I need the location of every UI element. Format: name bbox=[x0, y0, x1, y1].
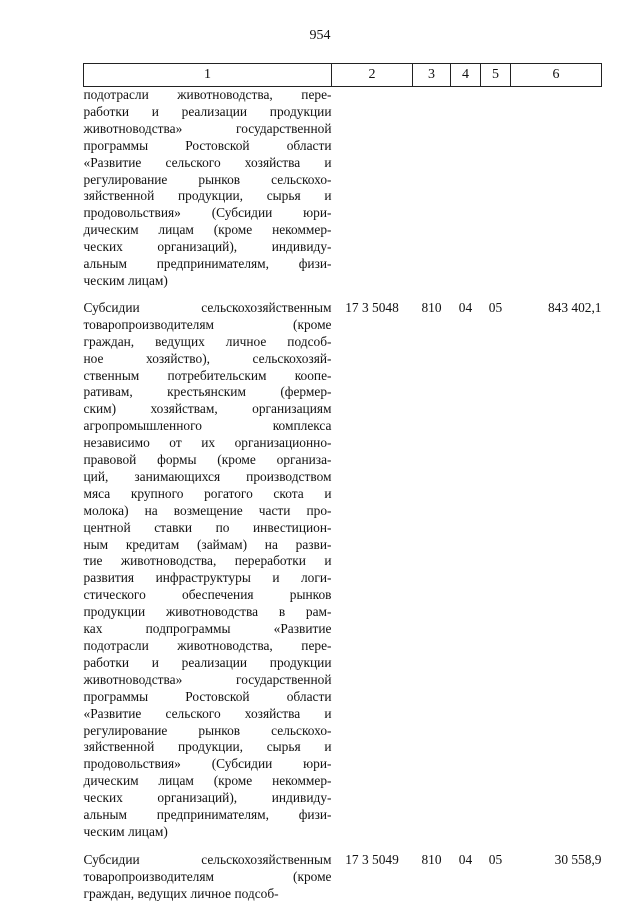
description-line: продовольствия» (Субсидии юри- bbox=[83, 205, 332, 221]
row-subsection: 05 bbox=[488, 299, 503, 315]
row-target-code bbox=[332, 87, 413, 300]
row-target-code: 17 3 5048 bbox=[345, 299, 399, 315]
row-amount bbox=[511, 87, 602, 300]
description-line: стического обеспечения рынков bbox=[83, 587, 332, 603]
description-line: ках подпрограммы «Развитие bbox=[83, 621, 332, 637]
description-line: зяйственной продукции, сырья и bbox=[83, 739, 332, 755]
column-header-3: 3 bbox=[413, 64, 451, 87]
description-line: ное хозяйство), сельскохозяй- bbox=[83, 350, 332, 366]
description-line: правовой формы (кроме организа- bbox=[83, 452, 332, 468]
description-line: подотрасли животноводства, пере- bbox=[83, 87, 332, 102]
description-line: центной ставки по инвестицион- bbox=[83, 519, 332, 535]
row-section: 04 bbox=[458, 851, 473, 867]
row-target-code: 17 3 5049 bbox=[345, 851, 399, 867]
description-line: подотрасли животноводства, пере- bbox=[83, 638, 332, 653]
header-row bbox=[84, 64, 602, 87]
table-header bbox=[84, 64, 602, 87]
description-line: независимо от их организационно- bbox=[83, 435, 332, 451]
description-line: молока) на возмещение части про- bbox=[83, 502, 332, 518]
row-subsection: 05 bbox=[488, 851, 503, 867]
description-line: альным предпринимателям, физи- bbox=[83, 256, 332, 272]
description-line: развития инфраструктуры и логи- bbox=[83, 570, 332, 586]
description-line: работки и реализации продукции bbox=[83, 103, 332, 119]
column-header-2: 2 bbox=[332, 64, 413, 87]
table-row bbox=[84, 852, 602, 914]
description-line: товаропроизводителям (кроме bbox=[83, 868, 332, 884]
description-line: зяйственной продукции, сырья и bbox=[83, 188, 332, 204]
description-line: регулирование рынков сельскохо- bbox=[83, 722, 332, 738]
row-section: 04 bbox=[458, 299, 473, 315]
column-header-4: 4 bbox=[451, 64, 481, 87]
description-line: агропромышленного комплекса bbox=[83, 418, 332, 434]
description-line: ческим лицам) bbox=[83, 272, 168, 288]
description-line: товаропроизводителям (кроме bbox=[83, 316, 332, 332]
description-line: граждан, ведущих личное подсоб- bbox=[83, 333, 332, 349]
description-line: животноводства» государственной bbox=[83, 120, 332, 136]
table-body bbox=[84, 87, 602, 914]
row-amount: 843 402,1 bbox=[547, 299, 602, 315]
description-line: ративам, крестьянским (фермер- bbox=[83, 384, 332, 400]
description-line: дическим лицам (кроме некоммер- bbox=[83, 222, 332, 238]
description-line: программы Ростовской области bbox=[83, 688, 332, 704]
row-amount: 30 558,9 bbox=[554, 851, 602, 867]
description-line: граждан, ведущих личное подсоб- bbox=[83, 885, 279, 901]
row-section bbox=[451, 87, 481, 300]
row-description bbox=[84, 87, 332, 300]
description-line: работки и реализации продукции bbox=[83, 654, 332, 670]
description-line: «Развитие сельского хозяйства и bbox=[83, 154, 332, 170]
column-header-5: 5 bbox=[481, 64, 511, 87]
description-line: животноводства» государственной bbox=[83, 671, 332, 687]
description-line: ственным потребительским коопе- bbox=[83, 367, 332, 383]
description-line: тие животноводства, переработки и bbox=[83, 553, 332, 569]
table-row bbox=[84, 87, 602, 300]
row-subsection bbox=[481, 87, 511, 300]
row-description bbox=[84, 852, 332, 914]
description-line: мяса крупного рогатого скота и bbox=[83, 485, 332, 501]
row-expense-type bbox=[413, 87, 451, 300]
description-line: Субсидии сельскохозяйственным bbox=[83, 299, 332, 315]
row-expense-type: 810 bbox=[421, 851, 442, 867]
description-line: альным предпринимателям, физи- bbox=[83, 807, 332, 823]
page-number: 954 bbox=[309, 28, 331, 43]
description-line: ций, занимающихся производством bbox=[83, 468, 332, 484]
column-header-1: 1 bbox=[84, 64, 332, 87]
description-line: ческих организаций), индивиду- bbox=[83, 790, 332, 806]
description-line: ческим лицам) bbox=[83, 823, 168, 839]
description-line: продовольствия» (Субсидии юри- bbox=[83, 756, 332, 772]
description-line: «Развитие сельского хозяйства и bbox=[83, 705, 332, 721]
column-header-6: 6 bbox=[511, 64, 602, 87]
description-line: ным кредитам (займам) на разви- bbox=[83, 536, 332, 552]
row-expense-type: 810 bbox=[421, 299, 442, 315]
description-line: регулирование рынков сельскохо- bbox=[83, 171, 332, 187]
description-line: дическим лицам (кроме некоммер- bbox=[83, 773, 332, 789]
description-line: ским) хозяйствам, организациям bbox=[83, 401, 332, 417]
description-line: программы Ростовской области bbox=[83, 137, 332, 153]
row-description bbox=[84, 300, 332, 852]
budget-table bbox=[83, 63, 602, 914]
description-line: ческих организаций), индивиду- bbox=[83, 239, 332, 255]
table-row bbox=[84, 300, 602, 852]
description-line: продукции животноводства в рам- bbox=[83, 604, 332, 620]
description-line: Субсидии сельскохозяйственным bbox=[83, 851, 332, 867]
